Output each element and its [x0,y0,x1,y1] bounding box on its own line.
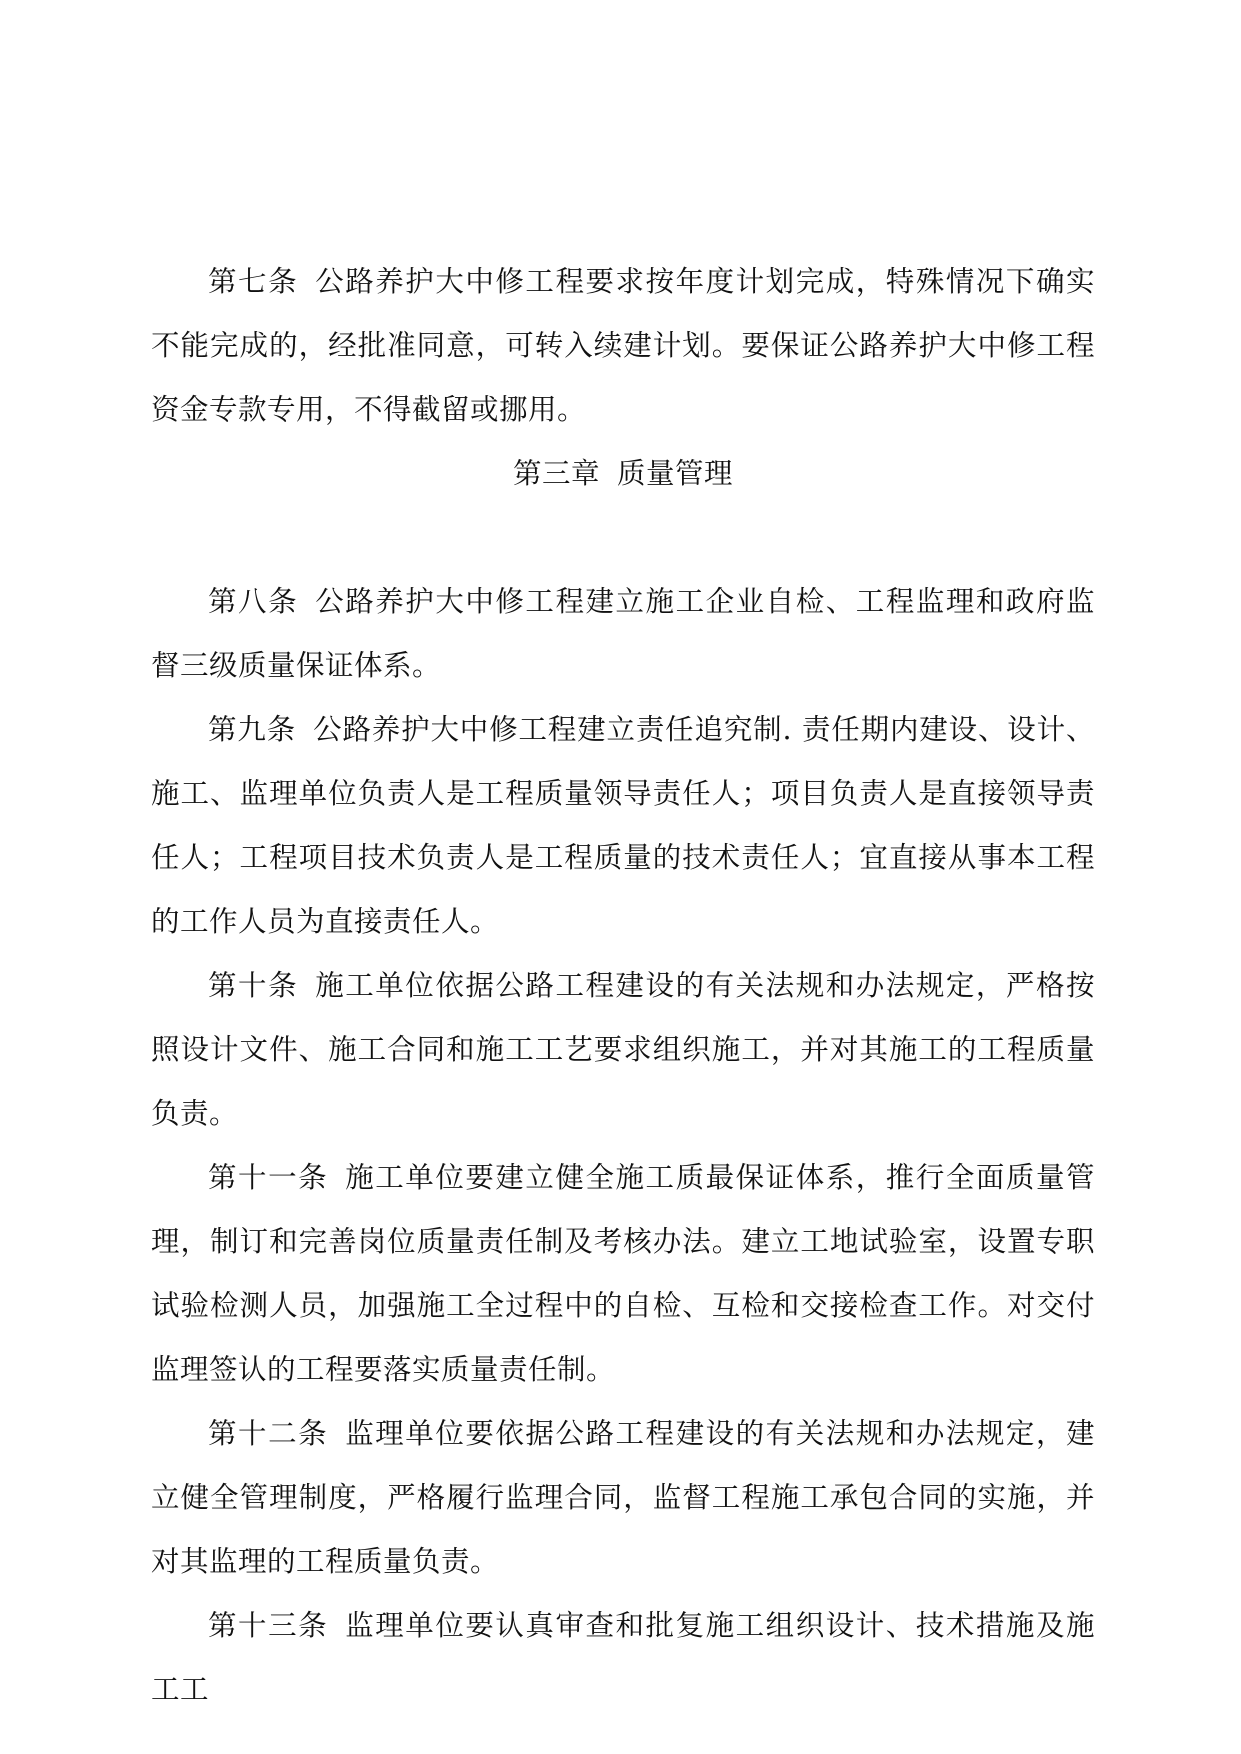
article-13 [151,1594,1095,1722]
article-text: 公路养护大中修工程建立责任追究制. 责任期内建设、设计、施工、监理单位负责人是工程质量领导责任人；项目负责人是直接领导责任人；工程项目技术负责人是工程质量的技术责任人；宜直接从事本工程的工作人员为直接责任人。 [151,713,1095,938]
article-number: 第七条 [208,265,299,298]
article-number: 第十条 [208,969,299,1002]
chapter-heading [151,442,1095,506]
article-number: 第十一条 [208,1161,329,1194]
article-7 [151,250,1095,442]
chapter-title: 质量管理 [617,457,734,490]
article-number: 第八条 [208,585,299,618]
article-text: 监理单位要依据公路工程建设的有关法规和办法规定，建立健全管理制度，严格履行监理合同，监督工程施工承包合同的实施，并对其监理的工程质量负责。 [151,1417,1095,1578]
article-number: 第十二条 [208,1417,329,1450]
article-12 [151,1402,1095,1594]
article-11 [151,1146,1095,1402]
article-8 [151,570,1095,698]
article-text: 施工单位依据公路工程建设的有关法规和办法规定，严格按照设计文件、施工合同和施工工艺要求组织施工，并对其施工的工程质量负责。 [151,969,1095,1130]
article-number: 第九条 [208,713,297,746]
article-text: 施工单位要建立健全施工质最保证体系，推行全面质量管理，制订和完善岗位质量责任制及考核办法。建立工地试验室，设置专职试验检测人员，加强施工全过程中的自检、互检和交接检查工作。对交付监理签认的工程要落实质量责任制。 [151,1161,1095,1386]
article-10 [151,954,1095,1146]
article-text: 公路养护大中修工程建立施工企业自检、工程监理和政府监督三级质量保证体系。 [151,585,1095,682]
article-text: 公路养护大中修工程要求按年度计划完成，特殊情况下确实不能完成的，经批准同意，可转入续建计划。要保证公路养护大中修工程资金专款专用，不得截留或挪用。 [151,265,1095,426]
chapter-number: 第三章 [512,457,600,490]
document-page [151,250,1095,1722]
article-text: 监理单位要认真审查和批复施工组织设计、技术措施及施工工 [151,1609,1095,1706]
article-9 [151,698,1095,954]
article-number: 第十三条 [208,1609,329,1642]
